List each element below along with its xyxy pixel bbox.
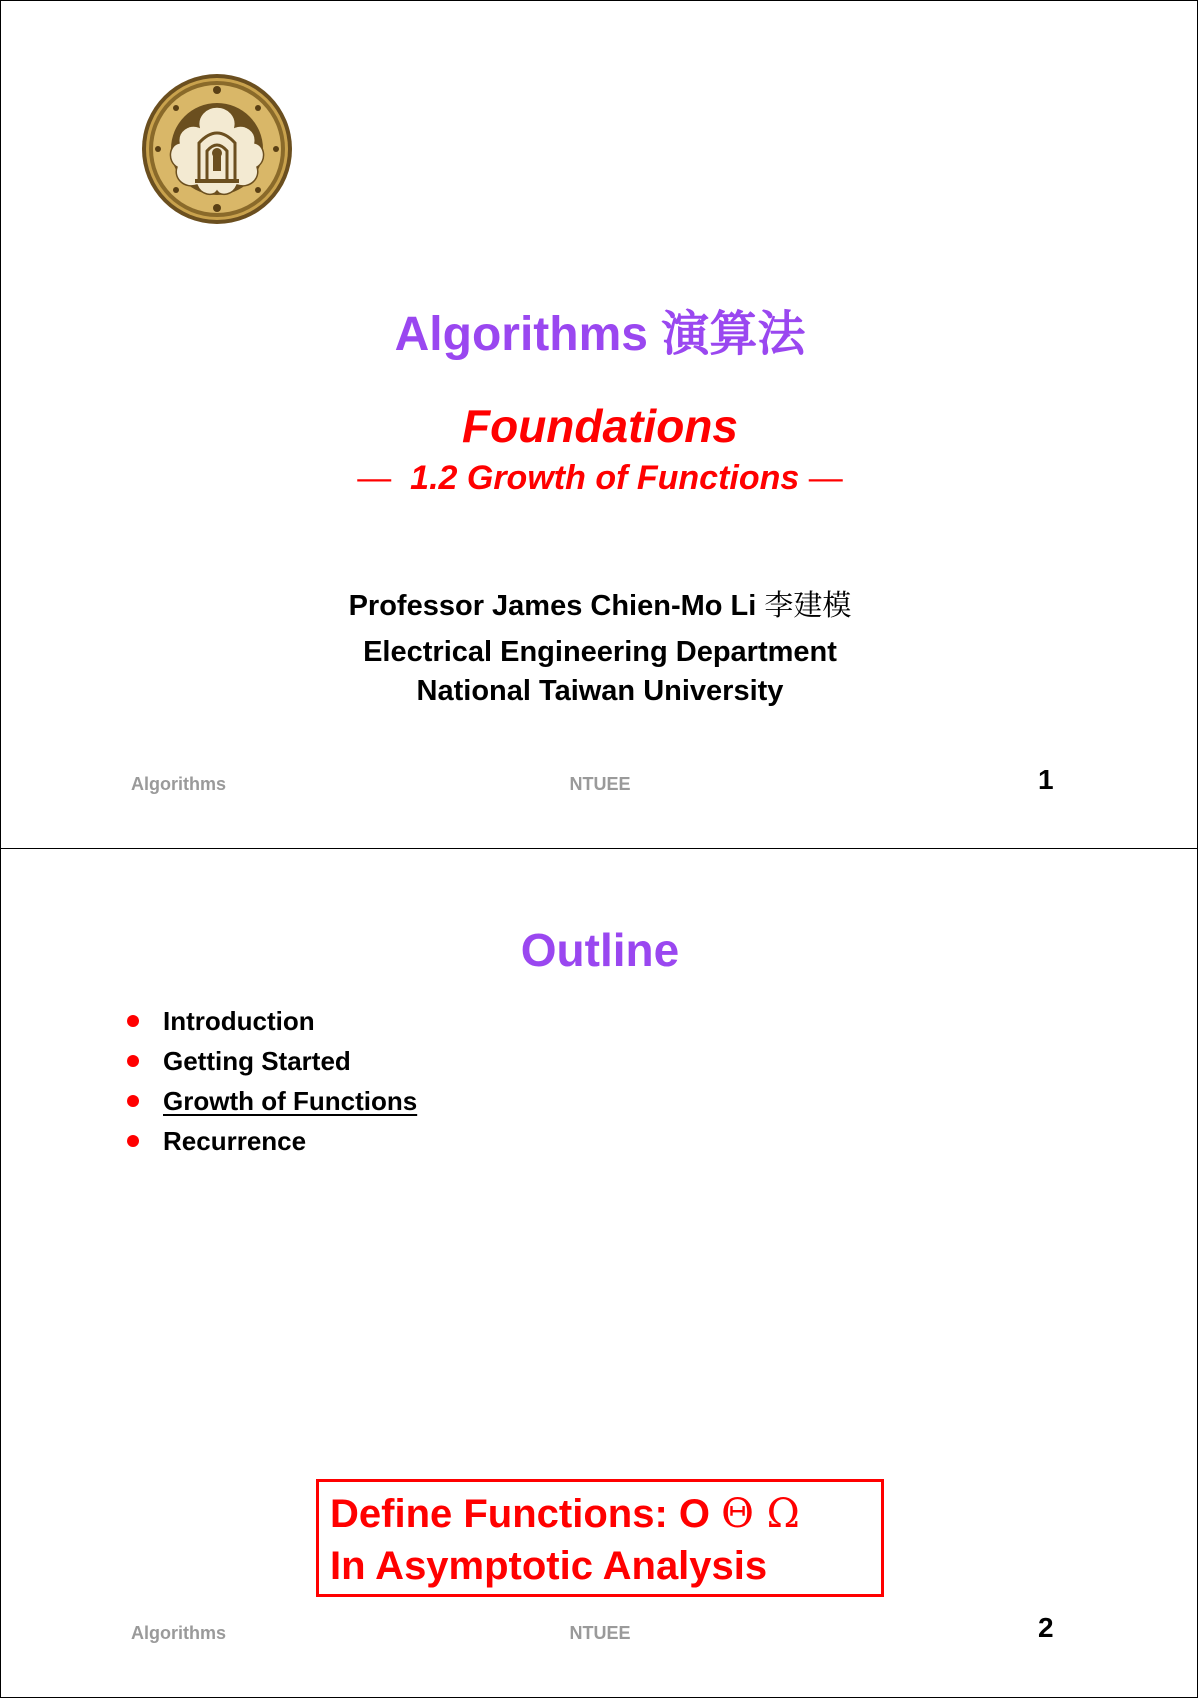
list-item — [127, 1044, 417, 1084]
page-number: 1 — [1038, 764, 1054, 795]
slide-1 — [0, 0, 1198, 849]
list-item-label: Growth of Functions — [163, 1086, 418, 1116]
slide-2 — [0, 848, 1198, 1698]
bullet-icon — [127, 1015, 139, 1027]
subtitle-dash-left: — — [357, 459, 392, 497]
asymptotic-symbols: Θ Ω — [721, 1491, 800, 1537]
page-number: 2 — [1038, 1612, 1054, 1643]
outline-list — [127, 1004, 417, 1164]
bullet-icon — [127, 1095, 139, 1107]
list-item — [127, 1124, 417, 1164]
lecture-heading: Foundations — [462, 400, 738, 452]
author-name-zh: 李建模 — [764, 588, 852, 622]
author-line — [1, 583, 1199, 624]
list-item-current — [127, 1084, 417, 1124]
department-name: Electrical Engineering Department — [363, 636, 837, 668]
author-name: Professor James Chien-Mo Li — [348, 590, 757, 622]
ntu-seal-logo — [141, 73, 293, 225]
subtitle-dash-right: — — [808, 459, 843, 497]
bullet-icon — [127, 1135, 139, 1147]
highlight-box — [316, 1479, 884, 1597]
bullet-icon — [127, 1055, 139, 1067]
university-name: National Taiwan University — [416, 675, 784, 707]
course-title-en: Algorithms — [394, 308, 648, 361]
footer-center: NTUEE — [569, 1623, 631, 1643]
footer-left: Algorithms — [131, 1623, 227, 1643]
highlight-line-2: In Asymptotic Analysis — [330, 1544, 768, 1588]
list-item-label: Getting Started — [163, 1046, 351, 1076]
list-item — [127, 1004, 417, 1044]
lecture-subtitle — [1, 459, 1199, 498]
subtitle-text: 1.2 Growth of Functions — [410, 459, 800, 497]
footer-left: Algorithms — [131, 774, 227, 794]
course-title — [1, 295, 1199, 364]
highlight-text: Define Functions: O — [330, 1492, 710, 1536]
highlight-line-1 — [330, 1488, 881, 1540]
affiliation — [1, 633, 1199, 711]
list-item-label: Introduction — [163, 1006, 315, 1036]
course-title-zh: 演算法 — [661, 306, 806, 362]
outline-title: Outline — [520, 924, 680, 976]
footer-center: NTUEE — [569, 774, 631, 794]
list-item-label: Recurrence — [163, 1126, 307, 1156]
